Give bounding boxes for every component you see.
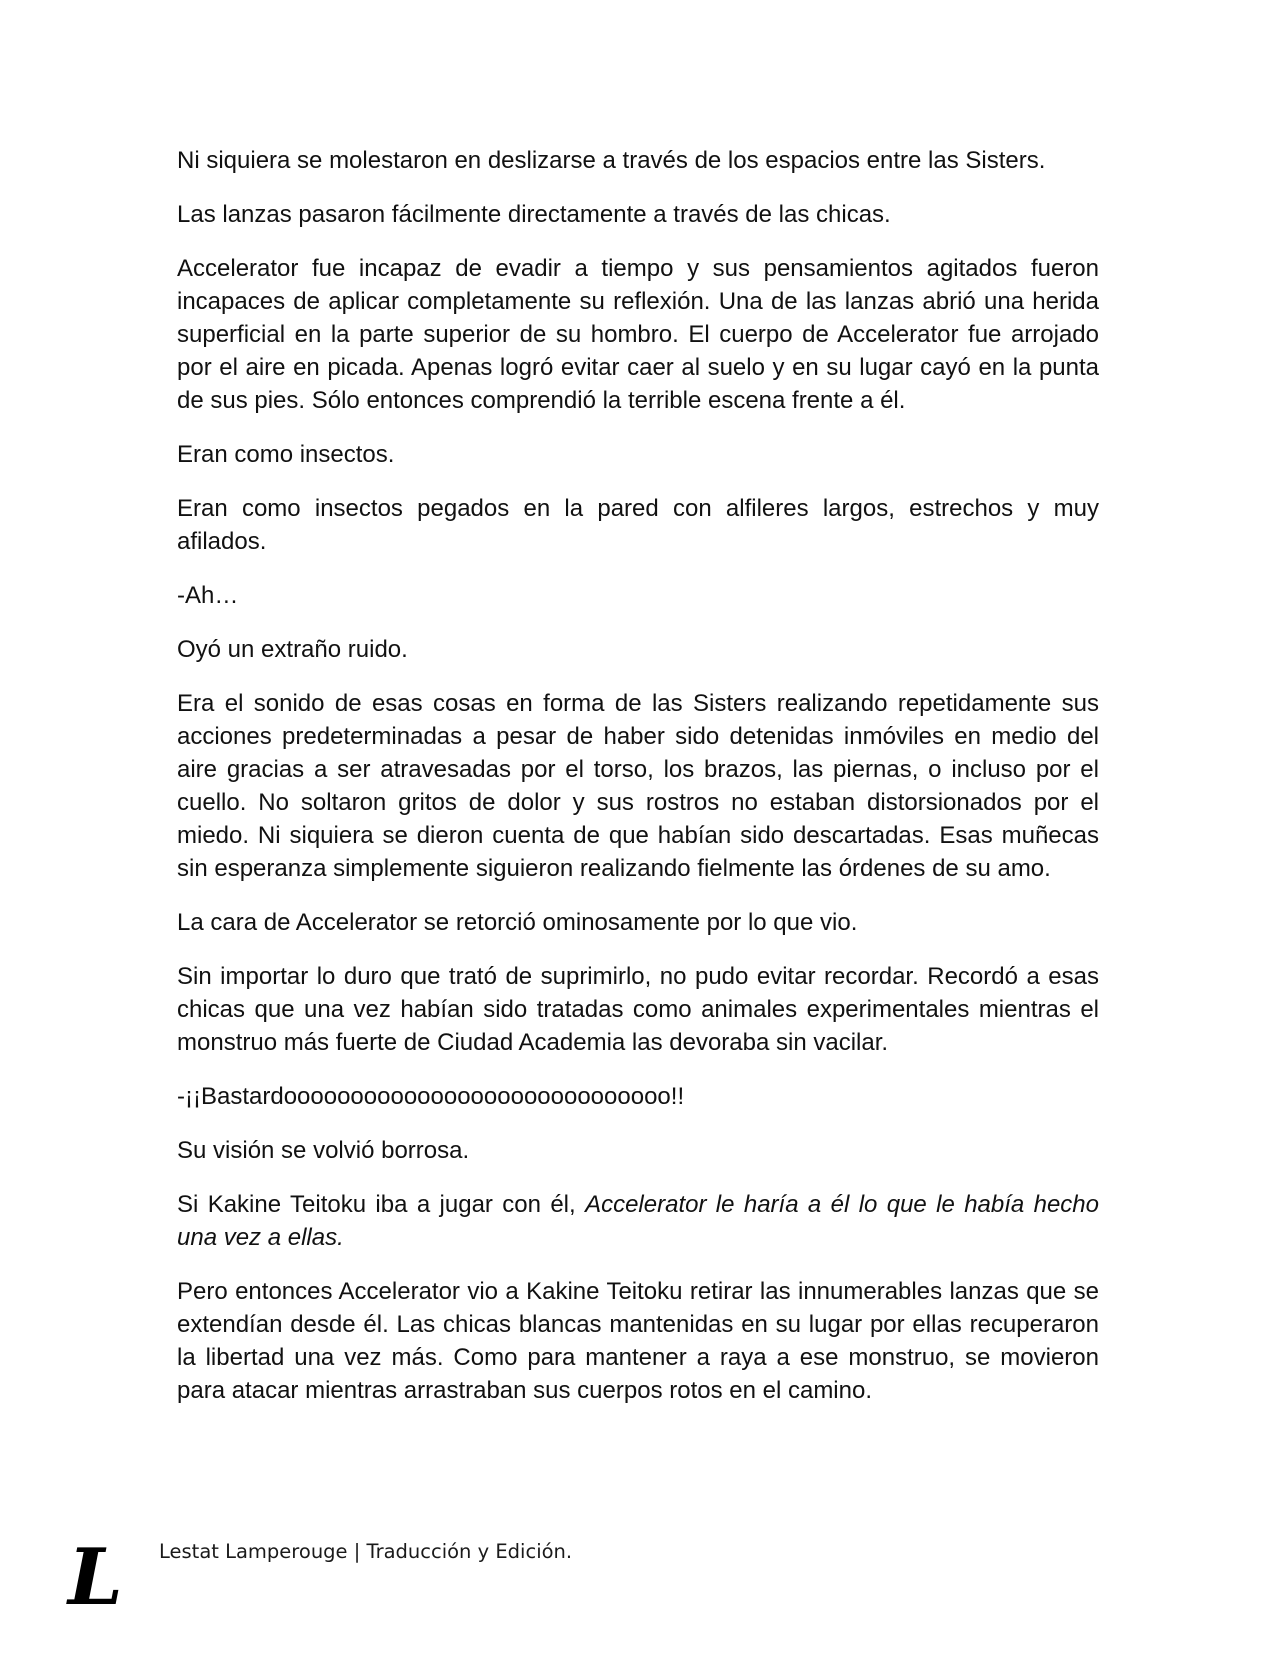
paragraph-13-text: Si Kakine Teitoku iba a jugar con él, [177, 1191, 586, 1218]
paragraph-10: Sin importar lo duro que trató de suprimirlo, no pudo evitar recordar. Recordó a esas chicas que una vez habían sido tratadas como animales experimentales mientras el monstruo más fuerte de Ciudad Academia las devoraba sin vacilar. [177, 963, 1099, 1056]
paragraph-8: Era el sonido de esas cosas en forma de las Sisters realizando repetidamente sus acciones predeterminadas a pesar de haber sido detenidas inmóviles en medio del aire gracias a ser atravesadas por el torso, los brazos, las piernas, o incluso por el cuello. No soltaron gritos de dolor y sus rostros no estaban distorsionados por el miedo. Ni siquiera se dieron cuenta de que habían sido descartadas. Esas muñecas sin esperanza simplemente siguieron realizando fielmente las órdenes de su amo. [177, 690, 1099, 882]
page-footer [64, 1536, 764, 1616]
document-body [177, 144, 1099, 1428]
paragraph-6: -Ah… [177, 582, 239, 609]
footer-credit: Lestat Lamperouge | Traducción y Edición. [159, 1540, 573, 1563]
paragraph-9: La cara de Accelerator se retorció ominosamente por lo que vio. [177, 909, 858, 936]
paragraph-13-italic: Accelerator le haría a él lo que le había hecho una vez a ellas. [177, 1191, 1100, 1251]
paragraph-4: Eran como insectos. [177, 441, 395, 468]
l-logo-icon [64, 1536, 134, 1616]
paragraph-1: Ni siquiera se molestaron en deslizarse a través de los espacios entre las Sisters. [177, 147, 1046, 174]
paragraph-11: -¡¡Bastardooooooooooooooooooooooooooooo!! [177, 1083, 685, 1110]
paragraph-13 [177, 1188, 1099, 1254]
paragraph-7: Oyó un extraño ruido. [177, 636, 408, 663]
paragraph-12: Su visión se volvió borrosa. [177, 1137, 470, 1164]
paragraph-3: Accelerator fue incapaz de evadir a tiempo y sus pensamientos agitados fueron incapaces de aplicar completamente su reflexión. Una de las lanzas abrió una herida superficial en la parte superior de su hombro. El cuerpo de Accelerator fue arrojado por el aire en picada. Apenas logró evitar caer al suelo y en su lugar cayó en la punta de sus pies. Sólo entonces comprendió la terrible escena frente a él. [177, 255, 1099, 414]
paragraph-2: Las lanzas pasaron fácilmente directamente a través de las chicas. [177, 201, 891, 228]
l-logo-letter: L [68, 1536, 123, 1616]
paragraph-14: Pero entonces Accelerator vio a Kakine Teitoku retirar las innumerables lanzas que se extendían desde él. Las chicas blancas mantenidas en su lugar por ellas recuperaron la libertad una vez más. Como para mantener a raya a ese monstruo, se movieron para atacar mientras arrastraban sus cuerpos rotos en el camino. [177, 1278, 1099, 1404]
paragraph-5: Eran como insectos pegados en la pared con alfileres largos, estrechos y muy afilados. [177, 495, 1099, 555]
